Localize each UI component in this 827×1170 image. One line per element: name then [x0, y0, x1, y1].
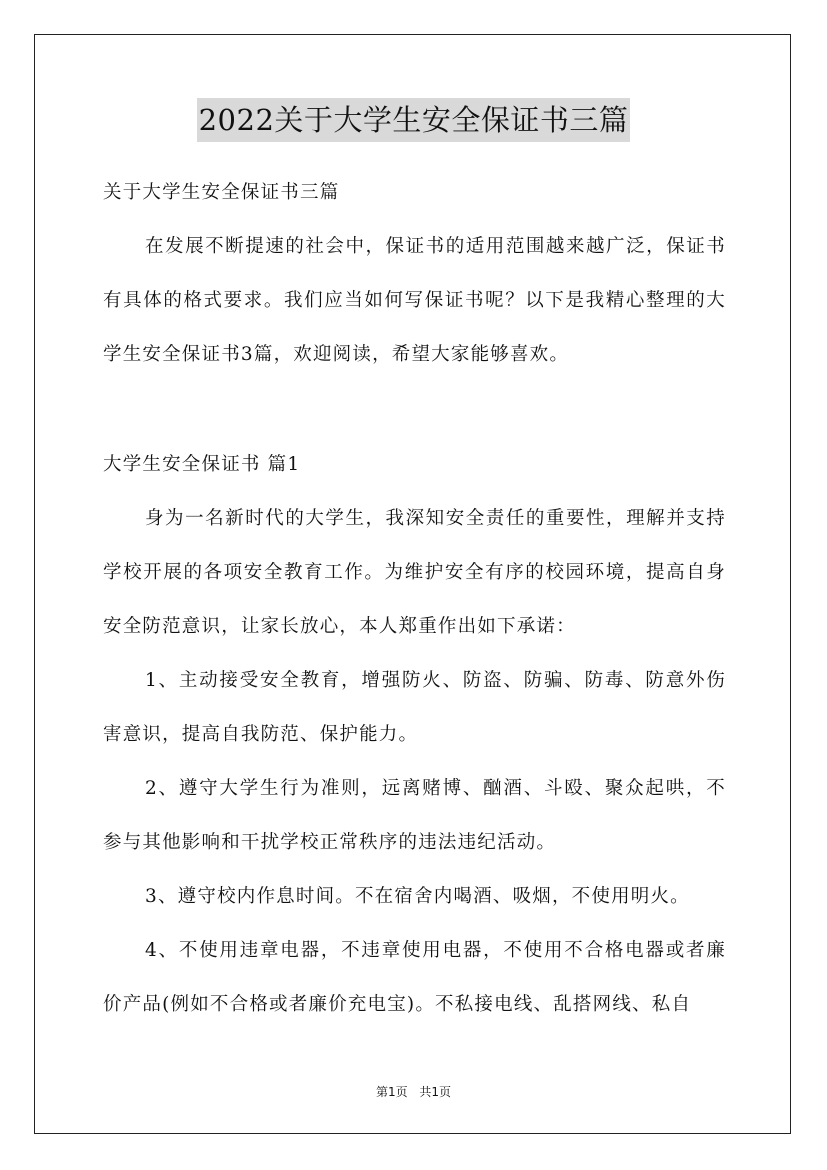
- page-number: 第1页: [375, 1085, 408, 1099]
- paragraph-item-1: 1、主动接受安全教育，增强防火、防盗、防骗、防毒、防意外伤害意识，提高自我防范、保护能力。: [103, 670, 726, 745]
- title-container: [0, 98, 827, 142]
- paragraph-item-2: 2、遵守大学生行为准则，远离赌博、酗酒、斗殴、聚众起哄，不参与其他影响和干扰学校正常秩序的违法违纪活动。: [103, 778, 726, 853]
- document-subtitle: 关于大学生安全保证书三篇: [103, 182, 340, 203]
- page-footer: [0, 1083, 827, 1100]
- paragraph-item-4: 4、不使用违章电器，不违章使用电器，不使用不合格电器或者廉价产品(例如不合格或者廉价充电宝)。不私接电线、乱搭网线、私自: [103, 940, 726, 1015]
- page-total: 共1页: [419, 1085, 452, 1099]
- paragraph-pledge-intro: 身为一名新时代的大学生，我深知安全责任的重要性，理解并支持学校开展的各项安全教育工作。为维护安全有序的校园环境，提高自身安全防范意识，让家长放心，本人郑重作出如下承诺：: [103, 508, 726, 637]
- intro-paragraph: 在发展不断提速的社会中，保证书的适用范围越来越广泛，保证书有具体的格式要求。我们应当如何写保证书呢？以下是我精心整理的大学生安全保证书3篇，欢迎阅读，希望大家能够喜欢。: [103, 236, 726, 365]
- paragraph-item-3: 3、遵守校内作息时间。不在宿舍内喝酒、吸烟，不使用明火。: [145, 886, 690, 907]
- document-title: 2022关于大学生安全保证书三篇: [197, 98, 631, 142]
- section-heading: 大学生安全保证书 篇1: [103, 454, 301, 475]
